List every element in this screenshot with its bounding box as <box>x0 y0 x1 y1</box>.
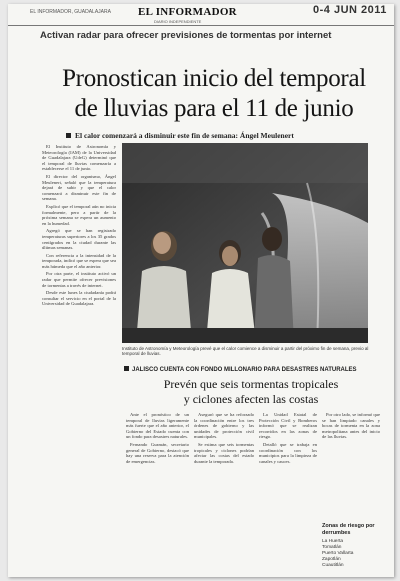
paragraph: El director del organismo, Ángel Meulenert, señaló que la temperatura dejará de subir y que el calor comenzará a disminuir este fin de semana. <box>42 173 116 202</box>
sidebar-item: Cuautitlán <box>322 563 344 569</box>
subheadline <box>66 131 386 140</box>
paragraph: Aseguró que se ha reforzado la coordinación entre los tres órdenes de gobierno y las unidades de protección civil municipales. <box>194 412 254 440</box>
masthead-tagline: DIARIO INDEPENDIENTE <box>154 19 202 24</box>
sidebar-title: Zonas de riesgo por derrumbes <box>322 523 375 536</box>
masthead <box>8 4 394 26</box>
sidebar-item: Zapotlán <box>322 557 341 563</box>
paragraph: Por otro lado, se informó que se han limpiado canales y bocas de tormenta en la zona metropolitana antes del inicio de las lluvias. <box>322 412 380 440</box>
paragraph: Explicó que el temporal aún no inicia formalmente, pero a partir de la próxima semana se espera un aumento en la humedad. <box>42 203 116 226</box>
sidebar-item: La Huerta <box>322 539 344 545</box>
main-headline-line2: de lluvias para el 11 de junio <box>74 95 354 122</box>
masthead-left-line: EL INFORMADOR, GUADALAJARA <box>30 9 111 15</box>
date-stamp: 0-4 JUN 2011 <box>313 4 387 16</box>
secondary-headline-line1: Prevén que seis tormentas tropicales <box>163 377 339 391</box>
paragraph: Con referencia a la intensidad de la temporada, indicó que se espera que sea más húmeda que el año anterior. <box>42 252 116 269</box>
paragraph: Se estima que seis tormentas tropicales y ciclones podrían afectar las costas del estado durante la temporada. <box>194 441 254 464</box>
section-label <box>124 366 374 373</box>
paragraph: Desde este lunes la ciudadanía podrá consultar el servicio en el portal de la Universidad de Guadalajara. <box>42 290 116 307</box>
paragraph: Agregó que se han registrado temperaturas superiores a los 35 grados centígrados en la ciudad durante las últimas semanas. <box>42 228 116 251</box>
paragraph: Detalló que se trabaja en coordinación con los municipios para la limpieza de canales y cauces. <box>259 441 317 464</box>
kicker: Activan radar para ofrecer previsiones de tormentas por internet <box>40 30 332 41</box>
article-column-5 <box>322 412 380 519</box>
article-column-2 <box>126 412 189 577</box>
paragraph: La Unidad Estatal de Protección Civil y Bomberos informó que se realizan recorridos en las zonas de riesgo. <box>259 412 317 440</box>
photo-caption: Instituto de Astronomía y Meteorología prevé que el calor comience a disminuir a partir del próximo fin de semana, previo al temporal de lluvias. <box>122 346 369 357</box>
bullet-square-icon <box>66 133 71 138</box>
paragraph: El Instituto de Astronomía y Meteorología (IAM) de la Universidad de Guadalajara (UdeG) determinó que el temporal de lluvias comenzaría a establecerse el 11 de junio. <box>42 144 116 172</box>
sidebar-item: Puerto Vallarta <box>322 551 354 557</box>
paragraph: Ante el pronóstico de un temporal de lluvias ligeramente más fuerte que el año anterior, el Gobierno del Estado cuenta con un fondo para desastres naturales. <box>126 412 189 440</box>
bullet-square-icon <box>124 366 129 371</box>
newspaper-clipping <box>8 4 394 577</box>
news-photo <box>122 143 368 343</box>
photo-illustration <box>122 143 368 343</box>
masthead-logo: EL INFORMADOR <box>138 6 237 18</box>
secondary-headline <box>126 377 376 407</box>
main-headline <box>34 64 394 124</box>
article-left-column <box>42 144 116 571</box>
paragraph: Por otra parte, el instituto activó un radar que permite ofrecer previsiones de tormentas a través de internet. <box>42 271 116 288</box>
article-column-4 <box>259 412 317 577</box>
paragraph: Fernando Guzmán, secretario general de Gobierno, destacó que hay una reserva para la atención de emergencias. <box>126 441 189 464</box>
section-label-text: JALISCO CUENTA CON FONDO MILLONARIO PARA DESASTRES NATURALES <box>132 367 357 373</box>
main-headline-line1: Pronostican inicio del temporal <box>62 65 366 92</box>
article-column-3 <box>194 412 254 577</box>
subheadline-text: El calor comenzará a disminuir este fin de semana: Ángel Meulenert <box>75 131 294 140</box>
risk-zones-sidebar <box>322 523 382 569</box>
sidebar-item: Tomatlán <box>322 545 342 551</box>
secondary-headline-line2: y ciclones afecten las costas <box>183 392 319 406</box>
